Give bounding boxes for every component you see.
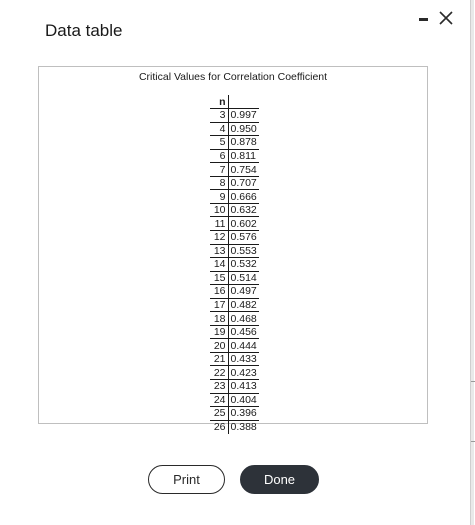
- table-row: [210, 271, 259, 285]
- cell-critical-value: 0.576: [228, 230, 259, 244]
- column-header-n: n: [219, 95, 226, 108]
- cell-n: 21: [210, 352, 228, 366]
- cell-critical-value: 0.514: [228, 271, 259, 285]
- cell-critical-value: 0.632: [228, 203, 259, 217]
- table-row: [210, 379, 259, 393]
- cell-n: 25: [210, 407, 228, 421]
- cell-critical-value: 0.997: [228, 109, 259, 123]
- table-row: [210, 366, 259, 380]
- edge-tick: [471, 441, 475, 442]
- cell-critical-value: 0.950: [228, 122, 259, 136]
- table-row: [210, 230, 259, 244]
- cell-n: 19: [210, 325, 228, 339]
- scrollbar-edge[interactable]: [470, 0, 474, 525]
- table-row: [210, 244, 259, 258]
- table-row: [210, 312, 259, 326]
- cell-critical-value: 0.433: [228, 352, 259, 366]
- cell-n: 4: [210, 122, 228, 136]
- cell-critical-value: 0.497: [228, 285, 259, 299]
- cell-n: 22: [210, 366, 228, 380]
- cell-n: 24: [210, 393, 228, 407]
- cell-critical-value: 0.878: [228, 136, 259, 150]
- table-row: [210, 122, 259, 136]
- table-row: [210, 149, 259, 163]
- cell-critical-value: 0.413: [228, 379, 259, 393]
- cell-critical-value: 0.811: [228, 149, 259, 163]
- cell-n: 15: [210, 271, 228, 285]
- cell-n: 8: [210, 176, 228, 190]
- cell-n: 6: [210, 149, 228, 163]
- cell-n: 12: [210, 230, 228, 244]
- cell-critical-value: 0.754: [228, 163, 259, 177]
- cell-critical-value: 0.602: [228, 217, 259, 231]
- cell-n: 3: [210, 109, 228, 123]
- table-header-row: [210, 95, 259, 109]
- done-button[interactable]: Done: [240, 465, 319, 494]
- cell-critical-value: 0.482: [228, 298, 259, 312]
- table-row: [210, 298, 259, 312]
- table-row: [210, 217, 259, 231]
- table-row: [210, 420, 259, 434]
- cell-n: 26: [210, 420, 228, 434]
- cell-critical-value: 0.388: [228, 420, 259, 434]
- cell-critical-value: 0.456: [228, 325, 259, 339]
- cell-n: 10: [210, 203, 228, 217]
- table-row: [210, 339, 259, 353]
- minimize-icon[interactable]: [418, 14, 430, 24]
- edge-tick: [471, 381, 475, 382]
- column-header-value: [228, 95, 259, 109]
- cell-n: 13: [210, 244, 228, 258]
- cell-n: 14: [210, 258, 228, 272]
- cell-n: 18: [210, 312, 228, 326]
- dialog-title: Data table: [45, 21, 123, 40]
- table-row: [210, 352, 259, 366]
- cell-critical-value: 0.532: [228, 258, 259, 272]
- cell-critical-value: 0.666: [228, 190, 259, 204]
- table-row: [210, 393, 259, 407]
- table-panel[interactable]: [38, 66, 428, 434]
- table-row: [210, 203, 259, 217]
- cell-n: 17: [210, 298, 228, 312]
- cell-n: 16: [210, 285, 228, 299]
- critical-values-table: [210, 95, 259, 434]
- cell-critical-value: 0.423: [228, 366, 259, 380]
- cell-n: 9: [210, 190, 228, 204]
- cell-n: 20: [210, 339, 228, 353]
- table-row: [210, 258, 259, 272]
- close-x-glyph: [438, 10, 454, 26]
- table-caption: Critical Values for Correlation Coefficient: [138, 71, 328, 83]
- cell-critical-value: 0.707: [228, 176, 259, 190]
- table-row: [210, 285, 259, 299]
- table-row: [210, 190, 259, 204]
- table-row: [210, 136, 259, 150]
- cell-n: 23: [210, 379, 228, 393]
- cell-critical-value: 0.404: [228, 393, 259, 407]
- close-icon[interactable]: [438, 10, 454, 26]
- table-row: [210, 407, 259, 421]
- cell-n: 11: [210, 217, 228, 231]
- table-row: [210, 176, 259, 190]
- table-body: [210, 109, 259, 434]
- cell-critical-value: 0.444: [228, 339, 259, 353]
- table-row: [210, 109, 259, 123]
- cell-critical-value: 0.396: [228, 407, 259, 421]
- print-button[interactable]: Print: [148, 465, 225, 494]
- table-row: [210, 163, 259, 177]
- table-row: [210, 325, 259, 339]
- cell-n: 7: [210, 163, 228, 177]
- cell-critical-value: 0.468: [228, 312, 259, 326]
- cell-n: 5: [210, 136, 228, 150]
- cell-critical-value: 0.553: [228, 244, 259, 258]
